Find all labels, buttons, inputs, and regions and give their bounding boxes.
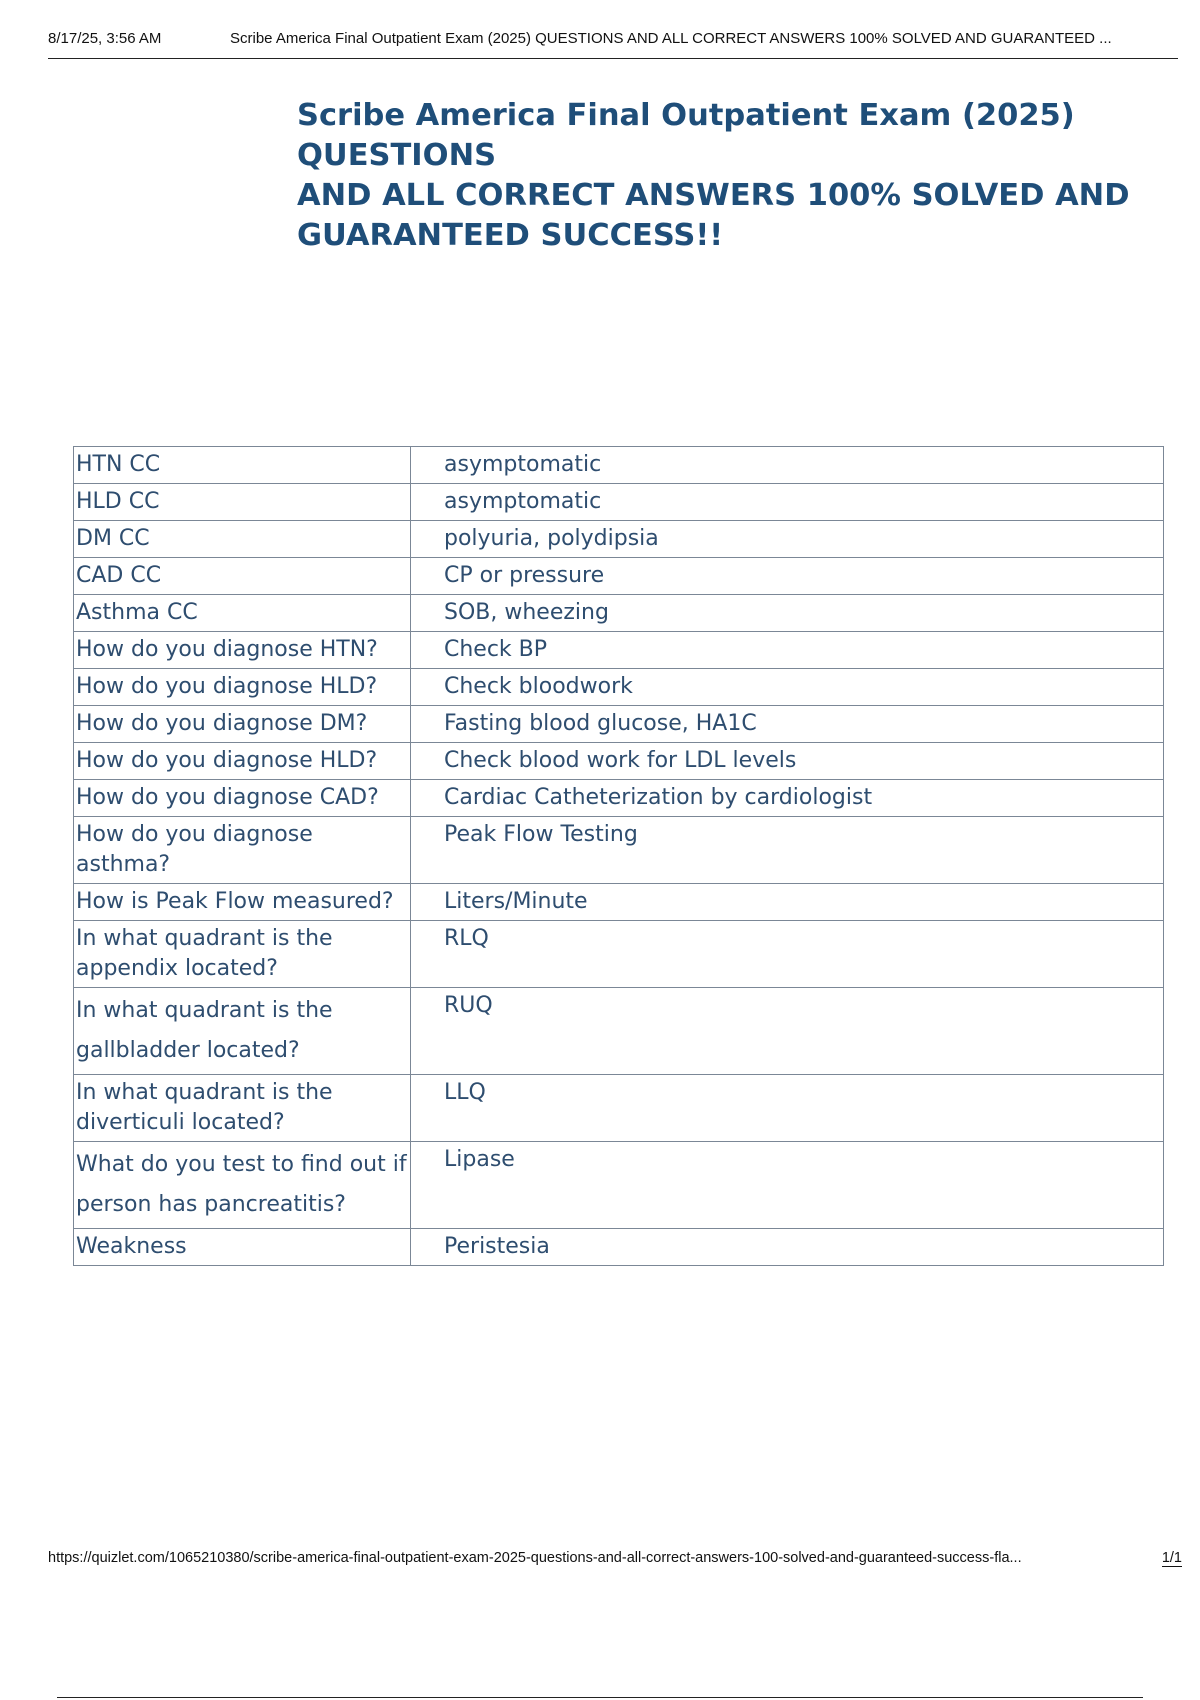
question-cell: How do you diagnose HLD?: [74, 743, 411, 780]
question-cell: HTN CC: [74, 447, 411, 484]
question-cell: In what quadrant is the diverticuli located?: [74, 1075, 411, 1142]
answer-cell: CP or pressure: [411, 558, 1164, 595]
table-row: [74, 521, 1164, 558]
question-cell: DM CC: [74, 521, 411, 558]
table-row: [74, 595, 1164, 632]
answer-cell: asymptomatic: [411, 484, 1164, 521]
table-row: [74, 743, 1164, 780]
title-line-1: Scribe America Final Outpatient Exam (2025) QUESTIONS: [297, 98, 1075, 173]
question-cell: In what quadrant is the appendix located?: [74, 921, 411, 988]
answer-cell: Peristesia: [411, 1229, 1164, 1266]
answer-cell: polyuria, polydipsia: [411, 521, 1164, 558]
table-row: [74, 780, 1164, 817]
question-cell: How do you diagnose CAD?: [74, 780, 411, 817]
page-number: 1/1: [1161, 1550, 1182, 1566]
answer-cell: Peak Flow Testing: [411, 817, 1164, 884]
answer-cell: Check blood work for LDL levels: [411, 743, 1164, 780]
table-row: [74, 884, 1164, 921]
question-cell: HLD CC: [74, 484, 411, 521]
source-url: https://quizlet.com/1065210380/scribe-america-final-outpatient-exam-2025-questions-and-all-correct-answers-100-solved-and-guaranteed-success-fla...: [48, 1550, 1022, 1566]
table-row: [74, 484, 1164, 521]
table-row: [74, 669, 1164, 706]
table-row: [74, 1142, 1164, 1229]
answer-cell: Fasting blood glucose, HA1C: [411, 706, 1164, 743]
question-cell: How do you diagnose asthma?: [74, 817, 411, 884]
table-row: [74, 817, 1164, 884]
title-line-2: AND ALL CORRECT ANSWERS 100% SOLVED AND: [297, 178, 1130, 213]
question-cell: CAD CC: [74, 558, 411, 595]
question-cell: How do you diagnose DM?: [74, 706, 411, 743]
answer-cell: Lipase: [411, 1142, 1164, 1229]
answer-cell: Cardiac Catheterization by cardiologist: [411, 780, 1164, 817]
question-cell: How do you diagnose HLD?: [74, 669, 411, 706]
answer-cell: Check BP: [411, 632, 1164, 669]
table-row: [74, 632, 1164, 669]
answer-cell: SOB, wheezing: [411, 595, 1164, 632]
question-cell: Asthma CC: [74, 595, 411, 632]
print-date: 8/17/25, 3:56 AM: [48, 30, 162, 47]
page-title: [297, 96, 1157, 256]
table-row: [74, 558, 1164, 595]
question-cell: How do you diagnose HTN?: [74, 632, 411, 669]
table-row: [74, 1075, 1164, 1142]
question-cell: Weakness: [74, 1229, 411, 1266]
answer-cell: Check bloodwork: [411, 669, 1164, 706]
answer-cell: Liters/Minute: [411, 884, 1164, 921]
table-row: [74, 921, 1164, 988]
bottom-divider: [57, 1697, 1143, 1698]
print-header: [48, 28, 1178, 59]
qa-table: [73, 446, 1164, 1266]
question-cell: In what quadrant is the gallbladder located?: [74, 988, 411, 1075]
table-row: [74, 988, 1164, 1075]
question-cell: How is Peak Flow measured?: [74, 884, 411, 921]
table-row: [74, 1229, 1164, 1266]
title-line-3: GUARANTEED SUCCESS!!: [297, 218, 724, 253]
table-row: [74, 447, 1164, 484]
print-footer: [48, 1550, 1182, 1574]
answer-cell: asymptomatic: [411, 447, 1164, 484]
table-row: [74, 706, 1164, 743]
answer-cell: RUQ: [411, 988, 1164, 1075]
question-cell: What do you test to find out if person has pancreatitis?: [74, 1142, 411, 1229]
answer-cell: LLQ: [411, 1075, 1164, 1142]
answer-cell: RLQ: [411, 921, 1164, 988]
print-doc-title: Scribe America Final Outpatient Exam (2025) QUESTIONS AND ALL CORRECT ANSWERS 100% SOLVED AND GUARANTEED ...: [230, 30, 1112, 47]
